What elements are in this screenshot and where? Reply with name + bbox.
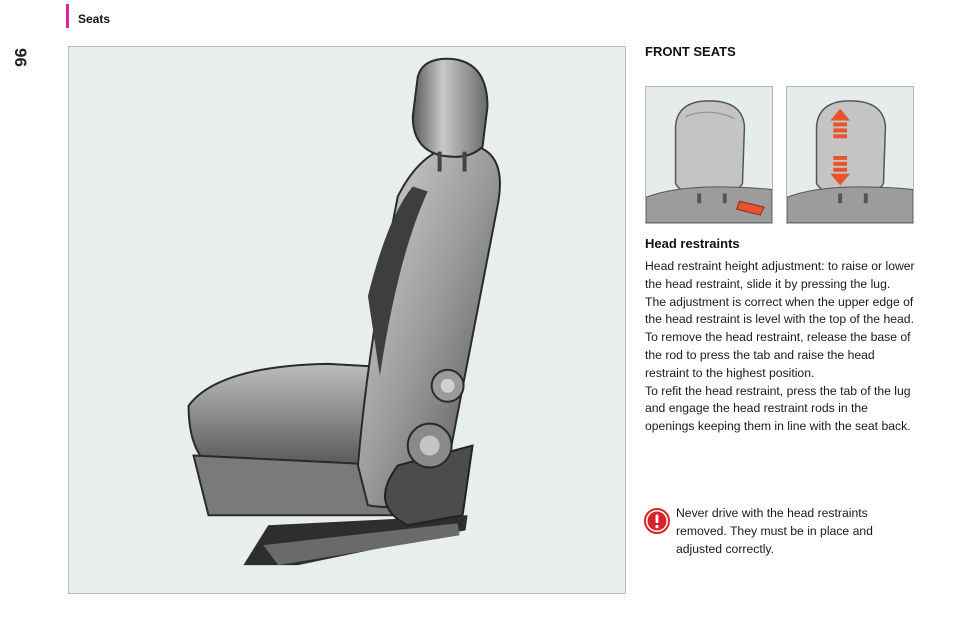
warning-text: Never drive with the head restraints removed. They must be in place and adjusted correctly. bbox=[676, 506, 873, 556]
head-restraints-body bbox=[645, 258, 920, 436]
page-number: 96 bbox=[11, 48, 30, 67]
head-restraint-lug-illustration bbox=[645, 86, 773, 224]
head-restraint-height-illustration bbox=[786, 86, 914, 224]
paragraph-refitting: To refit the head restraint, press the tab of the lug and engage the head restraint rods in the openings keeping them in line with the seat back. bbox=[645, 383, 911, 434]
section-accent-bar bbox=[66, 4, 69, 28]
front-seat-illustration bbox=[68, 46, 626, 594]
exclamation-warning-icon bbox=[644, 508, 670, 534]
paragraph-removal: To remove the head restraint, release the base of the rod to press the tab and raise the head restraint to the highest position. bbox=[645, 330, 911, 380]
section-title: Seats bbox=[78, 12, 111, 26]
paragraph-adjustment: Head restraint height adjustment: to raise or lower the head restraint, slide it by pressing the lug. bbox=[645, 259, 915, 291]
paragraph-correct-position: The adjustment is correct when the upper edge of the head restraint is level with the top of the head. bbox=[645, 294, 914, 327]
front-seats-heading: FRONT SEATS bbox=[645, 44, 736, 59]
head-restraints-subheading: Head restraints bbox=[645, 236, 740, 251]
